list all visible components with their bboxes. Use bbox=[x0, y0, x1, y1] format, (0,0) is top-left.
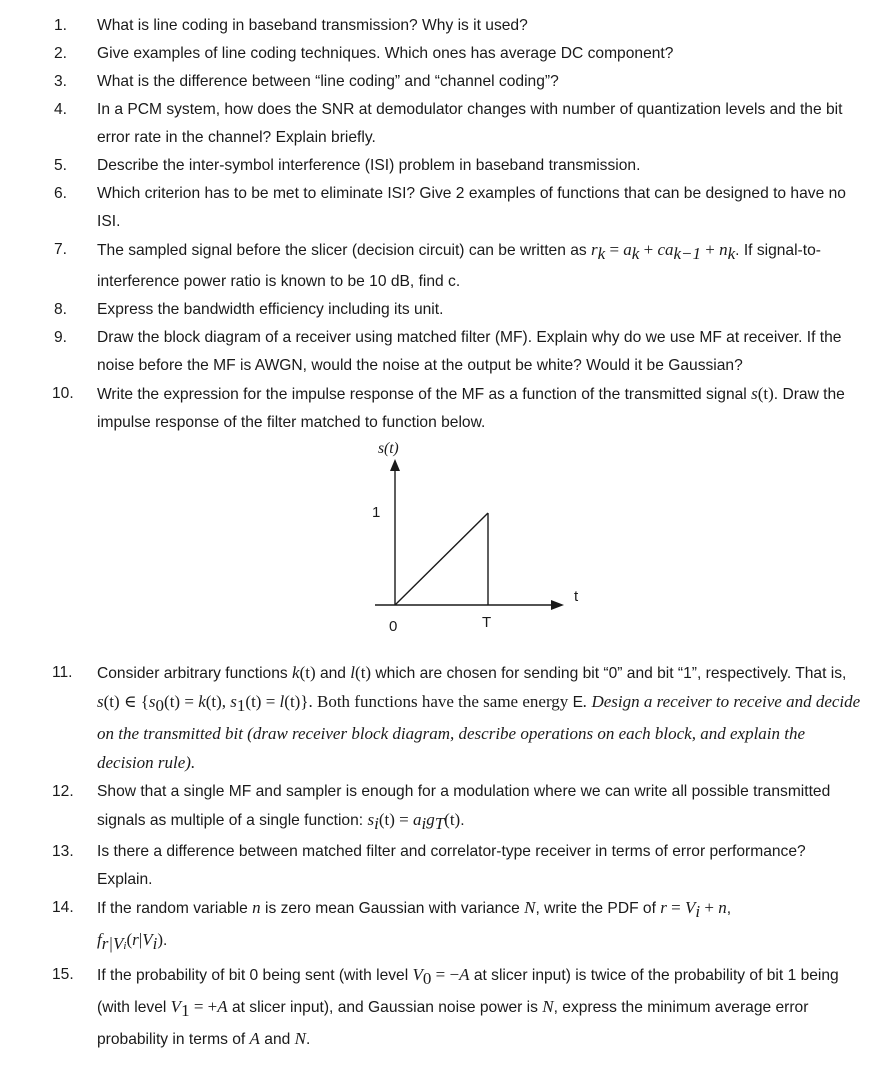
math-op: + bbox=[701, 240, 720, 259]
math-var: n bbox=[719, 240, 728, 259]
math-var: r bbox=[132, 930, 139, 950]
question-number: 12. bbox=[52, 783, 74, 801]
math-op: ( bbox=[126, 930, 133, 950]
question-13 bbox=[0, 838, 895, 894]
math-var: N bbox=[524, 898, 536, 918]
question-number: 1. bbox=[54, 17, 68, 34]
question-number: 5. bbox=[54, 157, 68, 174]
question-number: 8. bbox=[54, 301, 68, 319]
y-axis-label: s(t) bbox=[378, 440, 399, 458]
math-sub: i bbox=[152, 934, 158, 954]
question-text: which are chosen for sending bit “0” and bit “1”, respectively. That is, bbox=[371, 665, 847, 683]
question-number: 9. bbox=[54, 329, 68, 347]
signal-plot bbox=[340, 437, 580, 659]
question-6 bbox=[0, 180, 895, 236]
math-sub: k bbox=[727, 244, 736, 264]
math-var: r bbox=[660, 898, 667, 918]
math-var: f bbox=[97, 930, 102, 950]
math-op: = − bbox=[431, 964, 460, 984]
math-sub: 0 bbox=[155, 696, 165, 716]
x-tick-t: T bbox=[482, 614, 492, 632]
math-op: (t) ∈ { bbox=[103, 692, 149, 712]
math-op: (t)}. Both functions have the same energy bbox=[284, 692, 573, 712]
question-8 bbox=[0, 296, 895, 324]
math-sub: i bbox=[695, 902, 701, 922]
math-var: s bbox=[367, 810, 375, 830]
math-sub: 0 bbox=[422, 968, 432, 988]
question-3 bbox=[0, 68, 895, 96]
y-tick-label: 1 bbox=[372, 504, 381, 522]
math-op: = bbox=[666, 898, 685, 918]
question-15 bbox=[0, 961, 895, 1054]
question-text: Is there a difference between matched filter and correlator-type receiver in terms of error performance? Explain. bbox=[97, 843, 806, 889]
math-arg: (t) bbox=[355, 663, 372, 683]
math-var: ca bbox=[657, 240, 674, 259]
question-14 bbox=[0, 894, 895, 960]
question-text: Draw the block diagram of a receiver using matched filter (MF). Explain why do we use MF at receiver. If the noise before the MF is AWGN, would the noise at the output be white? Would it be Gaussian? bbox=[97, 329, 842, 375]
question-text: If the probability of bit 0 being sent (with level bbox=[97, 966, 413, 984]
math-var: s bbox=[751, 384, 758, 404]
question-text: , write the PDF of bbox=[535, 900, 661, 918]
ramp-line bbox=[395, 513, 488, 605]
math-sub: 1 bbox=[181, 1000, 190, 1020]
question-number: 15. bbox=[52, 965, 74, 983]
question-text: What is line coding in baseband transmission? Why is it used? bbox=[97, 17, 528, 34]
math-var: . Design a receiver to receive and decide on the transmitted bit (draw receiver block diagram, describe operations on each block, and explain the decision rule). bbox=[97, 692, 861, 773]
math-sub: T bbox=[434, 814, 445, 834]
question-text: at slicer input), and Gaussian noise power is bbox=[227, 998, 543, 1016]
question-10 bbox=[0, 380, 895, 437]
question-number: 14. bbox=[52, 899, 74, 917]
question-number: 6. bbox=[54, 185, 68, 202]
math-sub: i bbox=[374, 814, 379, 834]
x-axis-label: t bbox=[574, 588, 579, 606]
math-var: V bbox=[142, 930, 153, 950]
question-number: 7. bbox=[54, 241, 68, 258]
math-var: s bbox=[230, 692, 237, 712]
math-sub: i bbox=[123, 940, 127, 953]
question-text: The sampled signal before the slicer (decision circuit) can be written as bbox=[97, 242, 592, 259]
question-text: Give examples of line coding techniques. Which ones has average DC component? bbox=[97, 45, 674, 62]
math-arg: (t) bbox=[757, 384, 774, 404]
math-op: + bbox=[700, 898, 719, 918]
y-axis-arrow-icon bbox=[390, 459, 400, 471]
math-var: V bbox=[170, 996, 182, 1016]
math-var: k bbox=[292, 663, 300, 683]
math-sub: k−1 bbox=[673, 244, 702, 264]
math-var: s bbox=[148, 692, 156, 712]
math-op: ) bbox=[157, 930, 163, 950]
math-var: a bbox=[623, 240, 632, 259]
math-var: l bbox=[350, 663, 356, 683]
question-text: Write the expression for the impulse response of the MF as a function of the transmitted signal bbox=[97, 386, 752, 404]
question-7 bbox=[0, 236, 895, 296]
question-9 bbox=[0, 324, 895, 380]
math-var: k bbox=[198, 692, 206, 712]
question-text: Which criterion has to be met to eliminate ISI? Give 2 examples of functions that can be designed to have no ISI. bbox=[97, 185, 846, 230]
question-text: , express the minimum average error probability in terms of bbox=[97, 998, 809, 1048]
question-number: 13. bbox=[52, 843, 74, 861]
math-var: s bbox=[97, 692, 104, 712]
math-var: N bbox=[294, 1028, 306, 1048]
math-var: A bbox=[217, 996, 228, 1016]
x-axis-arrow-icon bbox=[551, 600, 564, 610]
math-var: n bbox=[252, 898, 261, 918]
question-text: If the random variable bbox=[97, 900, 253, 918]
math-sub: k bbox=[631, 244, 640, 264]
question-text: . Draw the impulse response of the filter matched to function below. bbox=[97, 386, 845, 432]
math-var: r bbox=[591, 240, 598, 259]
question-4 bbox=[0, 96, 895, 152]
question-number: 4. bbox=[54, 101, 68, 118]
math-op: (t) = bbox=[164, 692, 199, 712]
question-text: and bbox=[315, 665, 351, 683]
question-text: . bbox=[305, 1030, 311, 1048]
question-text: , bbox=[726, 900, 732, 918]
question-text: E bbox=[572, 694, 583, 712]
math-var: a bbox=[412, 810, 422, 830]
math-var: N bbox=[542, 996, 554, 1016]
math-op: + bbox=[639, 240, 658, 259]
question-text: In a PCM system, how does the SNR at demodulator changes with number of quantization levels and the bit error rate in the channel? Explain briefly. bbox=[97, 101, 843, 146]
math-arg: (t) bbox=[299, 663, 316, 683]
question-1 bbox=[0, 12, 895, 40]
question-text: Express the bandwidth efficiency including its unit. bbox=[97, 301, 444, 319]
question-text: . bbox=[162, 932, 168, 950]
math-op: | bbox=[138, 930, 143, 950]
question-11 bbox=[0, 659, 895, 778]
math-sub: k bbox=[597, 244, 606, 264]
signal-figure bbox=[0, 437, 895, 659]
math-sub: r|V bbox=[101, 934, 124, 954]
math-var: V bbox=[412, 964, 423, 984]
question-number: 2. bbox=[54, 45, 68, 62]
question-text: is zero mean Gaussian with variance bbox=[260, 900, 525, 918]
question-2 bbox=[0, 40, 895, 68]
question-text: and bbox=[259, 1030, 295, 1048]
math-var: V bbox=[685, 898, 696, 918]
math-var: A bbox=[249, 1028, 260, 1048]
question-text: Show that a single MF and sampler is enough for a modulation where we can write all possible transmitted signals as multiple of a single function: bbox=[97, 783, 831, 830]
math-arg: (t) bbox=[444, 810, 461, 830]
math-var: g bbox=[426, 810, 435, 830]
math-op: = + bbox=[189, 996, 218, 1016]
question-text: Describe the inter-symbol interference (ISI) problem in baseband transmission. bbox=[97, 157, 641, 174]
question-text: . If signal-to-interference power ratio is known to be 10 dB, find c. bbox=[97, 242, 821, 291]
math-sub: i bbox=[421, 814, 427, 834]
question-text: . bbox=[460, 812, 465, 830]
question-number: 11. bbox=[52, 664, 73, 682]
math-var: A bbox=[459, 964, 470, 984]
question-list bbox=[0, 12, 895, 1054]
math-var: n bbox=[718, 898, 727, 918]
question-text: What is the difference between “line coding” and “channel coding”? bbox=[97, 73, 559, 90]
math-op: (t) = bbox=[245, 692, 280, 712]
math-op: (t), bbox=[205, 692, 231, 712]
math-var: l bbox=[279, 692, 285, 712]
question-number: 10. bbox=[52, 385, 74, 403]
math-op: = bbox=[605, 240, 624, 259]
math-sub: 1 bbox=[236, 696, 246, 716]
math-op: (t) = bbox=[378, 810, 413, 830]
question-text: at slicer input) is twice of the probability of bit 1 being (with level bbox=[97, 966, 839, 1016]
question-text: Consider arbitrary functions bbox=[97, 665, 293, 683]
x-tick-zero: 0 bbox=[389, 618, 398, 636]
question-5 bbox=[0, 152, 895, 180]
question-12 bbox=[0, 778, 895, 838]
question-number: 3. bbox=[54, 73, 68, 90]
